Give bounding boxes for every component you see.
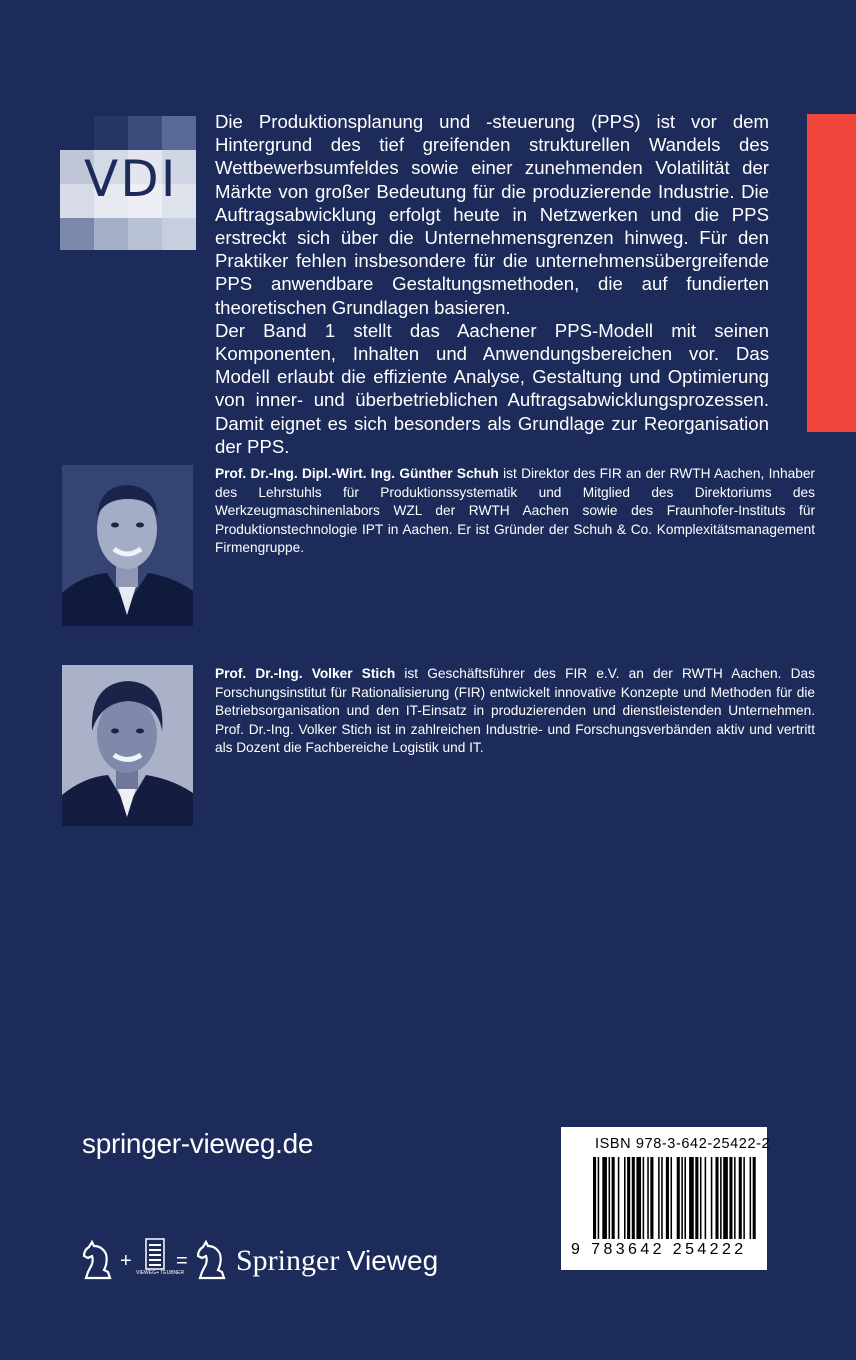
brand-vieweg: Vieweg <box>346 1245 439 1276</box>
website-url[interactable]: springer-vieweg.de <box>82 1128 314 1159</box>
author-2-bio <box>215 665 815 758</box>
author-1-bio-text: ist Direktor des FIR an der RWTH Aachen, Inhaber des Lehrstuhls für Produktionssystematik und Mitglied des Direktoriums des Werkzeugmaschinenlabors WZL der RWTH Aachen sowie des Fraunhofer-Instituts für Produktionstechnologie IPT in Aachen. Er ist Gründer der Schuh & Co. Komplexitätsmanagement Firmengruppe. <box>215 466 815 556</box>
author-2-bio-text: ist Geschäftsführer des FIR e.V. an der RWTH Aachen. Das Forschungsinstitut für Rationalisierung (FIR) entwickelt innovative Konzepte und Methoden für die Betriebsorganisation und den IT-Einsatz in produzierenden und dienstleistenden Unternehmen. Prof. Dr.-Ing. Volker Stich ist in zahlreichen Industrie- und Forschungsverbänden aktiv und vertritt als Dozent die Fachbereiche Logistik und IT. <box>215 666 815 756</box>
publisher-brand <box>236 1244 438 1278</box>
isbn-digits: 9 783642 254222 <box>571 1241 747 1258</box>
red-edge-tab <box>807 114 856 432</box>
author-1-bio <box>215 465 815 558</box>
springer-vieweg-horse-icon <box>194 1240 230 1280</box>
author-1-photo <box>62 465 193 626</box>
vieweg-teubner-label: VIEWEG+ TEUBNER <box>136 1270 185 1276</box>
plus-sign: + <box>120 1250 132 1272</box>
author-2-name: Prof. Dr.-Ing. Volker Stich <box>215 666 396 681</box>
equals-sign: = <box>176 1250 188 1272</box>
springer-horse-icon <box>80 1240 116 1280</box>
blurb-paragraph-1: Die Produktionsplanung und -steuerung (PPS) ist vor dem Hintergrund des tief greifenden strukturellen Wandels des Wettbewerbsumfeldes sowie einer zunehmenden Volatilität der Märkte von großer Bedeutung für die produzierende Industrie. Die Auftragsabwicklung erfolgt heute in Netzwerken und die PPS erstreckt sich über die Unternehmensgrenzen hinweg. Für den Praktiker fehlen insbesondere für die unternehmensübergreifende PPS anwendbare Gestaltungsmethoden, die auf fundierten theoretischen Grundlagen basieren. <box>215 111 769 318</box>
isbn-barcode <box>561 1127 771 1270</box>
vdi-logo-text: VDI <box>84 150 178 208</box>
brand-springer: Springer <box>236 1244 340 1277</box>
author-2-photo <box>62 665 193 826</box>
blurb <box>215 110 769 458</box>
publisher-logos <box>80 1236 460 1286</box>
isbn-label: ISBN 978-3-642-25422-2 <box>595 1136 771 1152</box>
author-1-name: Prof. Dr.-Ing. Dipl.-Wirt. Ing. Günther Schuh <box>215 466 499 481</box>
blurb-paragraph-2: Der Band 1 stellt das Aachener PPS-Modell mit seinen Komponenten, Inhalten und Anwendungsbereichen vor. Das Modell erlaubt die effiziente Analyse, Gestaltung und Optimierung von inner- und überbetrieblichen Auftragsabwicklungsprozessen. Damit eignet es sich besonders als Grundlage zur Reorganisation der PPS. <box>215 319 769 457</box>
